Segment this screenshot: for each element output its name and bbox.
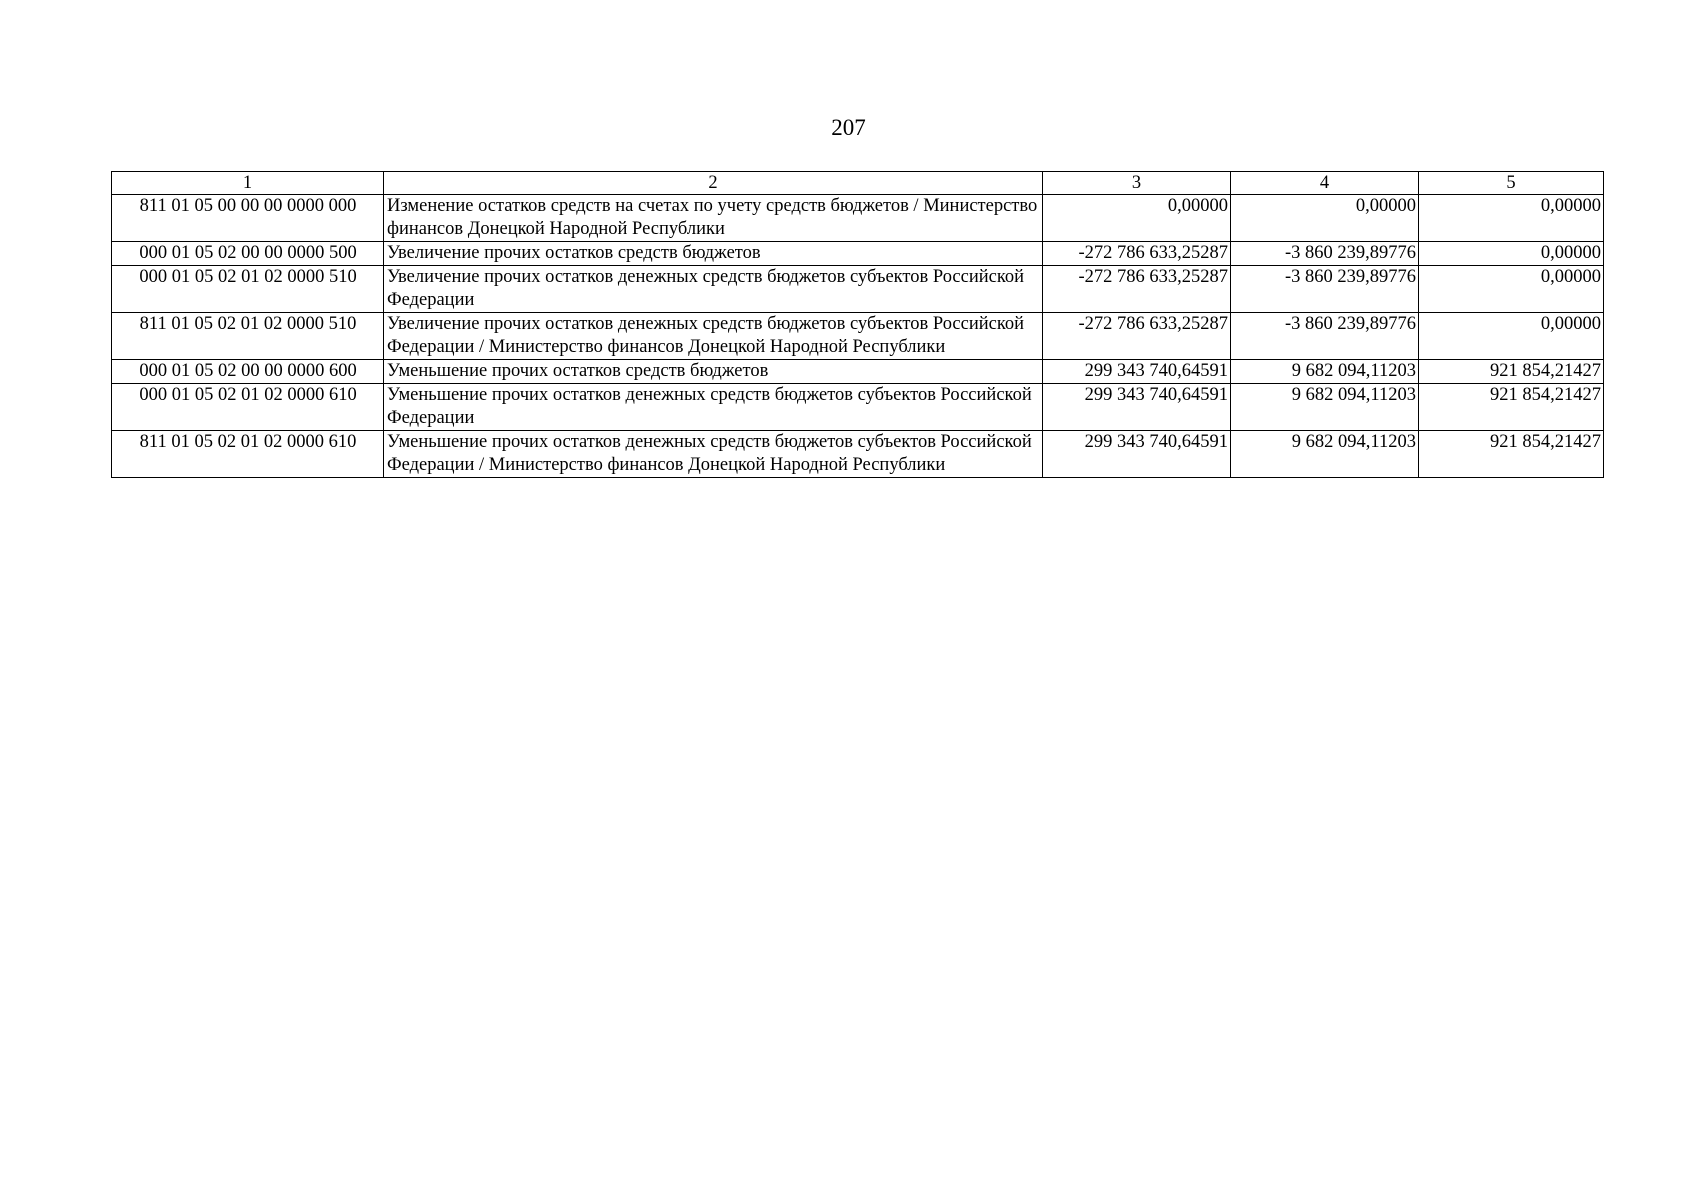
amount-col5-cell: 0,00000 — [1419, 195, 1604, 242]
table-row — [112, 242, 1604, 266]
description-cell: Уменьшение прочих остатков денежных средств бюджетов субъектов Российской Федерации — [384, 384, 1043, 431]
amount-col4-cell: -3 860 239,89776 — [1231, 313, 1419, 360]
amount-col3-cell: 299 343 740,64591 — [1043, 431, 1231, 478]
column-header-4: 4 — [1231, 172, 1419, 195]
table-header-row — [112, 172, 1604, 195]
amount-col5-cell: 0,00000 — [1419, 313, 1604, 360]
amount-col3-cell: 299 343 740,64591 — [1043, 360, 1231, 384]
table-row — [112, 360, 1604, 384]
description-cell: Уменьшение прочих остатков денежных средств бюджетов субъектов Российской Федерации / Министерство финансов Донецкой Народной Республики — [384, 431, 1043, 478]
table-row — [112, 384, 1604, 431]
amount-col4-cell: 0,00000 — [1231, 195, 1419, 242]
budget-code-cell: 811 01 05 02 01 02 0000 510 — [112, 313, 384, 360]
amount-col3-cell: -272 786 633,25287 — [1043, 266, 1231, 313]
budget-sources-table — [111, 171, 1604, 478]
page-number: 207 — [831, 115, 866, 140]
table-row — [112, 195, 1604, 242]
description-cell: Изменение остатков средств на счетах по учету средств бюджетов / Министерство финансов Донецкой Народной Республики — [384, 195, 1043, 242]
amount-col5-cell: 921 854,21427 — [1419, 431, 1604, 478]
amount-col4-cell: 9 682 094,11203 — [1231, 431, 1419, 478]
description-cell: Увеличение прочих остатков денежных средств бюджетов субъектов Российской Федерации / Министерство финансов Донецкой Народной Республики — [384, 313, 1043, 360]
budget-code-cell: 811 01 05 02 01 02 0000 610 — [112, 431, 384, 478]
amount-col5-cell: 0,00000 — [1419, 266, 1604, 313]
amount-col5-cell: 921 854,21427 — [1419, 384, 1604, 431]
budget-code-cell: 811 01 05 00 00 00 0000 000 — [112, 195, 384, 242]
table-row — [112, 313, 1604, 360]
table-row — [112, 266, 1604, 313]
amount-col4-cell: -3 860 239,89776 — [1231, 242, 1419, 266]
budget-code-cell: 000 01 05 02 01 02 0000 510 — [112, 266, 384, 313]
column-header-1: 1 — [112, 172, 384, 195]
amount-col4-cell: 9 682 094,11203 — [1231, 360, 1419, 384]
amount-col3-cell: 0,00000 — [1043, 195, 1231, 242]
budget-code-cell: 000 01 05 02 01 02 0000 610 — [112, 384, 384, 431]
description-cell: Увеличение прочих остатков денежных средств бюджетов субъектов Российской Федерации — [384, 266, 1043, 313]
amount-col3-cell: 299 343 740,64591 — [1043, 384, 1231, 431]
amount-col3-cell: -272 786 633,25287 — [1043, 242, 1231, 266]
amount-col4-cell: -3 860 239,89776 — [1231, 266, 1419, 313]
column-header-5: 5 — [1419, 172, 1604, 195]
amount-col4-cell: 9 682 094,11203 — [1231, 384, 1419, 431]
description-cell: Уменьшение прочих остатков средств бюджетов — [384, 360, 1043, 384]
budget-code-cell: 000 01 05 02 00 00 0000 500 — [112, 242, 384, 266]
column-header-3: 3 — [1043, 172, 1231, 195]
column-header-2: 2 — [384, 172, 1043, 195]
description-cell: Увеличение прочих остатков средств бюджетов — [384, 242, 1043, 266]
table-row — [112, 431, 1604, 478]
amount-col3-cell: -272 786 633,25287 — [1043, 313, 1231, 360]
amount-col5-cell: 921 854,21427 — [1419, 360, 1604, 384]
amount-col5-cell: 0,00000 — [1419, 242, 1604, 266]
budget-code-cell: 000 01 05 02 00 00 0000 600 — [112, 360, 384, 384]
